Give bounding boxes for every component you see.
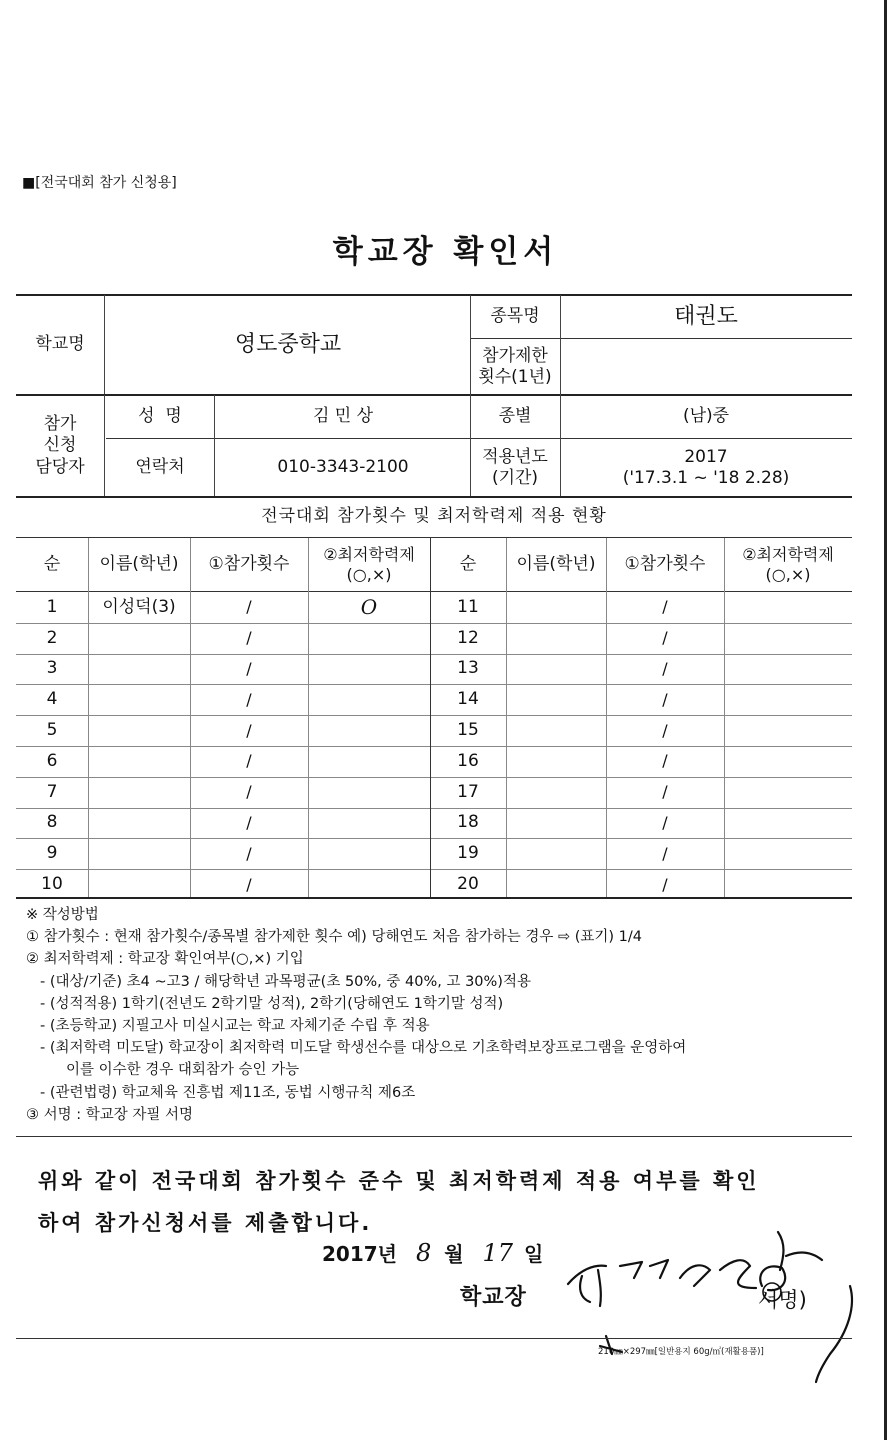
row-count: / — [246, 812, 252, 832]
row-count: / — [246, 874, 252, 894]
note-line: ① 참가횟수 : 현재 참가횟수/종목별 참가제한 횟수 예) 당해연도 처음 참가하는 경우 ⇨ (표기) 1/4 — [26, 929, 642, 946]
header-min-line-2: (○,×) — [346, 565, 392, 584]
row-min-check — [724, 592, 852, 623]
divider — [214, 395, 215, 496]
note-line: 이를 이수한 경우 대회참가 승인 가능 — [66, 1062, 300, 1079]
limit-label-line-2: 횟수(1년) — [478, 367, 552, 387]
row-count: / — [662, 782, 668, 802]
row-count: / — [662, 751, 668, 771]
page-edge — [884, 0, 887, 1440]
manager-label — [16, 396, 104, 496]
row-min-check — [724, 808, 852, 839]
year-value-line-2: ('17.3.1 ~ '18 2.28) — [622, 468, 790, 488]
note-line: ③ 서명 : 학교장 자필 서명 — [26, 1106, 193, 1123]
paper-spec: 210㎜×297㎜[일반용지 60g/㎡(재활용품)] — [598, 1347, 764, 1357]
manager-label-line-3: 담당자 — [35, 456, 85, 477]
divider — [470, 338, 852, 339]
date-line — [322, 1238, 543, 1267]
header-min-line-2: (○,×) — [765, 565, 811, 584]
divider — [16, 1136, 852, 1137]
divider — [104, 395, 105, 496]
divider — [104, 295, 105, 394]
row-min-check — [308, 838, 430, 869]
limit-value — [560, 340, 852, 394]
row-name — [506, 592, 606, 623]
row-number: 7 — [46, 781, 58, 802]
manager-label-line-1: 참가 — [43, 414, 77, 435]
date-month: 8 — [415, 1239, 432, 1267]
header-min-right — [724, 538, 852, 592]
row-min-check — [724, 838, 852, 869]
row-number: 4 — [46, 689, 58, 710]
row-name — [88, 869, 190, 900]
row-name — [506, 654, 606, 685]
seal-label: 서명) — [758, 1288, 807, 1312]
divider — [106, 438, 852, 439]
row-count: / — [662, 628, 668, 648]
row-name — [88, 715, 190, 746]
year-value — [560, 440, 852, 496]
row-min-check — [308, 654, 430, 685]
form-label: ■[전국대회 참가 신청용] — [22, 175, 177, 191]
event-value: 태권도 — [674, 304, 738, 330]
row-count: / — [246, 751, 252, 771]
contact-value: 010-3343-2100 — [277, 457, 409, 478]
row-number: 16 — [457, 750, 479, 771]
year-label-line-1: 적용년도 — [482, 446, 548, 467]
row-count: / — [246, 843, 252, 863]
row-min-check — [724, 869, 852, 900]
page-title: 학교장 확인서 — [332, 234, 559, 270]
row-name — [506, 838, 606, 869]
row-count: / — [662, 720, 668, 740]
year-label-line-2: (기간) — [491, 468, 539, 488]
school-name: 영도중학교 — [234, 332, 342, 358]
row-name — [506, 808, 606, 839]
header-no-right: 순 — [459, 554, 477, 575]
row-min-check — [308, 623, 430, 654]
row-min-check — [308, 746, 430, 777]
row-number: 20 — [457, 873, 479, 894]
row-number: 1 — [46, 596, 58, 617]
row-name — [88, 654, 190, 685]
header-count-right: ①참가횟수 — [624, 554, 706, 575]
row-name — [506, 715, 606, 746]
row-count: / — [662, 658, 668, 678]
row-number: 11 — [457, 596, 479, 617]
date-day: 17 — [482, 1239, 514, 1267]
row-min-check — [724, 623, 852, 654]
row-number: 18 — [457, 812, 479, 833]
note-line: ② 최저학력제 : 학교장 확인여부(○,×) 기입 — [26, 951, 304, 968]
row-name — [88, 684, 190, 715]
event-label: 종목명 — [490, 306, 540, 327]
row-count: / — [662, 874, 668, 894]
table-bottom-border — [16, 897, 852, 899]
year-label — [470, 440, 560, 496]
row-name — [88, 623, 190, 654]
row-number: 6 — [46, 750, 58, 771]
row-number: 12 — [457, 627, 479, 648]
school-label: 학교명 — [35, 334, 85, 355]
row-number: 17 — [457, 781, 479, 802]
row-count: / — [246, 658, 252, 678]
row-min-check — [724, 746, 852, 777]
gender-label: 종별 — [498, 406, 532, 427]
row-name — [506, 869, 606, 900]
row-count: / — [246, 782, 252, 802]
row-name — [506, 777, 606, 808]
header-min-left — [308, 538, 430, 592]
row-min-check — [724, 654, 852, 685]
date-month-unit: 월 — [444, 1242, 464, 1266]
row-min-check — [308, 684, 430, 715]
row-name: 이성덕(3) — [102, 596, 176, 617]
header-min-line-1: ②최저학력제 — [323, 545, 415, 564]
row-name — [88, 808, 190, 839]
writing-instructions — [26, 904, 862, 1126]
row-min-check — [308, 869, 430, 900]
row-name — [506, 623, 606, 654]
note-line: - (관련법령) 학교체육 진흥법 제11조, 동법 시행규칙 제6조 — [40, 1084, 416, 1101]
row-min-check — [724, 777, 852, 808]
row-name — [88, 746, 190, 777]
manager-name: 김 민 상 — [312, 406, 374, 427]
row-count: / — [662, 689, 668, 709]
note-line: - (성적적용) 1학기(전년도 2학기말 성적), 2학기(당해연도 1학기말 성적) — [40, 995, 504, 1012]
row-count: / — [662, 597, 668, 617]
limit-label-line-1: 참가제한 — [482, 345, 548, 366]
row-min-check: O — [360, 594, 378, 619]
row-number: 15 — [457, 719, 479, 740]
row-min-check — [724, 684, 852, 715]
row-number: 5 — [46, 719, 58, 740]
row-count: / — [246, 628, 252, 648]
row-count: / — [246, 689, 252, 709]
row-min-check — [308, 715, 430, 746]
principal-label: 학교장 — [460, 1285, 527, 1310]
row-count: / — [246, 597, 252, 617]
row-number: 3 — [46, 658, 58, 679]
header-name-right: 이름(학년) — [516, 554, 596, 575]
header-min-line-1: ②최저학력제 — [742, 545, 834, 564]
row-name — [506, 746, 606, 777]
row-number: 14 — [457, 689, 479, 710]
contact-label: 연락처 — [135, 457, 185, 478]
date-year: 2017년 — [322, 1242, 397, 1266]
confirm-line-1: 위와 같이 전국대회 참가횟수 준수 및 최저학력제 적용 여부를 확인 — [38, 1169, 760, 1193]
confirm-line-2: 하여 참가신청서를 제출합니다. — [38, 1211, 373, 1235]
limit-label — [470, 340, 560, 394]
row-name — [88, 777, 190, 808]
note-line: - (대상/기준) 초4 ~고3 / 해당학년 과목평균(초 50%, 중 40%, 고 30%)적용 — [40, 973, 531, 990]
gender-value: (남)중 — [682, 406, 730, 427]
row-number: 19 — [457, 843, 479, 864]
row-count: / — [662, 843, 668, 863]
row-min-check — [724, 715, 852, 746]
manager-label-line-2: 신청 — [43, 435, 77, 456]
header-count-left: ①참가횟수 — [208, 554, 290, 575]
row-count: / — [246, 720, 252, 740]
row-name — [88, 838, 190, 869]
note-line: - (최저학력 미도달) 학교장이 최저학력 미도달 학생선수를 대상으로 기초학력보장프로그램을 운영하여 — [40, 1040, 687, 1057]
row-min-check — [308, 777, 430, 808]
row-name — [506, 684, 606, 715]
row-count: / — [662, 812, 668, 832]
row-number: 10 — [41, 873, 63, 894]
row-min-check — [308, 808, 430, 839]
header-no-left: 순 — [43, 554, 61, 575]
divider — [16, 1338, 852, 1339]
note-line: - (초등학교) 지필고사 미실시교는 학교 자체기준 수립 후 적용 — [40, 1018, 430, 1035]
row-number: 9 — [46, 843, 58, 864]
handwritten-signature — [560, 1226, 880, 1386]
status-title: 전국대회 참가횟수 및 최저학력제 적용 현황 — [261, 506, 607, 527]
row-number: 2 — [46, 627, 58, 648]
row-number: 13 — [457, 658, 479, 679]
row-number: 8 — [46, 812, 58, 833]
header-name-left: 이름(학년) — [99, 554, 179, 575]
date-day-unit: 일 — [524, 1242, 544, 1266]
notes-heading: ※ 작성방법 — [26, 907, 99, 923]
year-value-line-1: 2017 — [684, 446, 728, 467]
name-label: 성 명 — [138, 406, 182, 427]
